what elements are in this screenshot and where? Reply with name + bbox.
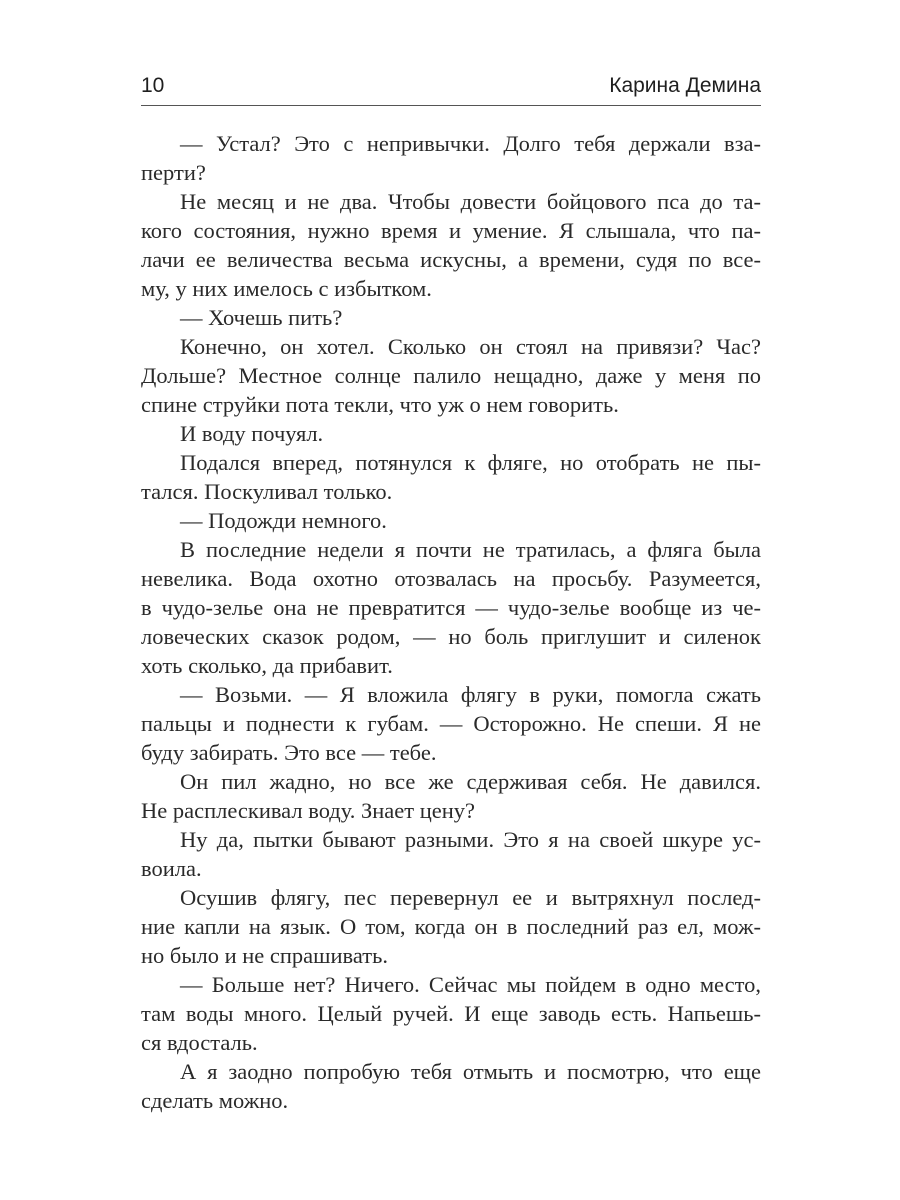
header-rule [141,105,761,106]
text-line: — Устал? Это с непривычки. Долго тебя держали вза- [180,131,761,156]
text-line: Ну да, пытки бывают разными. Это я на своей шкуре ус- [180,827,761,852]
body-text [141,129,761,1115]
text-line: Конечно, он хотел. Сколько он стоял на привязи? Час? [180,334,761,359]
text-line: ловеческих сказок родом, — но боль приглушит и силенок [141,624,761,649]
text-line: Подался вперед, потянулся к фляге, но отобрать не пы- [180,450,761,475]
page-number: 10 [141,74,165,97]
text-line: сделать можно. [141,1088,289,1113]
running-header [141,74,761,104]
text-line: А я заодно попробую тебя отмыть и посмотрю, что еще [180,1059,761,1084]
text-line: кого состояния, нужно время и умение. Я слышала, что па- [141,218,761,243]
text-line: невелика. Вода охотно отозвалась на просьбу. Разумеется, [141,566,761,591]
text-line: Он пил жадно, но все же сдерживая себя. Не давился. [180,769,761,794]
text-line: перти? [141,160,206,185]
text-line: ся вдосталь. [141,1030,258,1055]
text-line: Дольше? Местное солнце палило нещадно, даже у меня по [141,363,761,388]
text-line: пальцы и поднести к губам. — Осторожно. Не спеши. Я не [141,711,761,736]
text-line: буду забирать. Это все — тебе. [141,740,437,765]
text-line: лачи ее величества весьма искусны, а времени, судя по все- [141,247,761,272]
text-line: спине струйки пота текли, что уж о нем говорить. [141,392,619,417]
text-line: му, у них имелось с избытком. [141,276,432,301]
text-line: Не месяц и не два. Чтобы довести бойцового пса до та- [180,189,761,214]
text-line: но было и не спрашивать. [141,943,388,968]
text-line: — Подожди немного. [180,508,387,533]
text-line: Осушив флягу, пес перевернул ее и вытряхнул послед- [180,885,761,910]
text-line: там воды много. Целый ручей. И еще заводь есть. Напьешь- [141,1001,761,1026]
text-line: в чудо-зелье она не превратится — чудо-зелье вообще из че- [141,595,761,620]
text-line: И воду почуял. [180,421,324,446]
text-line: — Хочешь пить? [180,305,343,330]
text-line: ние капли на язык. О том, когда он в последний раз ел, мож- [141,914,761,939]
text-line: хоть сколько, да прибавит. [141,653,393,678]
text-line: Не расплескивал воду. Знает цену? [141,798,476,823]
running-header-author: Карина Демина [609,74,761,97]
text-line: воила. [141,856,202,881]
text-line: — Возьми. — Я вложила флягу в руки, помогла сжать [180,682,761,707]
text-line: тался. Поскуливал только. [141,479,393,504]
text-line: — Больше нет? Ничего. Сейчас мы пойдем в одно место, [180,972,761,997]
text-line: В последние недели я почти не тратилась, а фляга была [180,537,761,562]
